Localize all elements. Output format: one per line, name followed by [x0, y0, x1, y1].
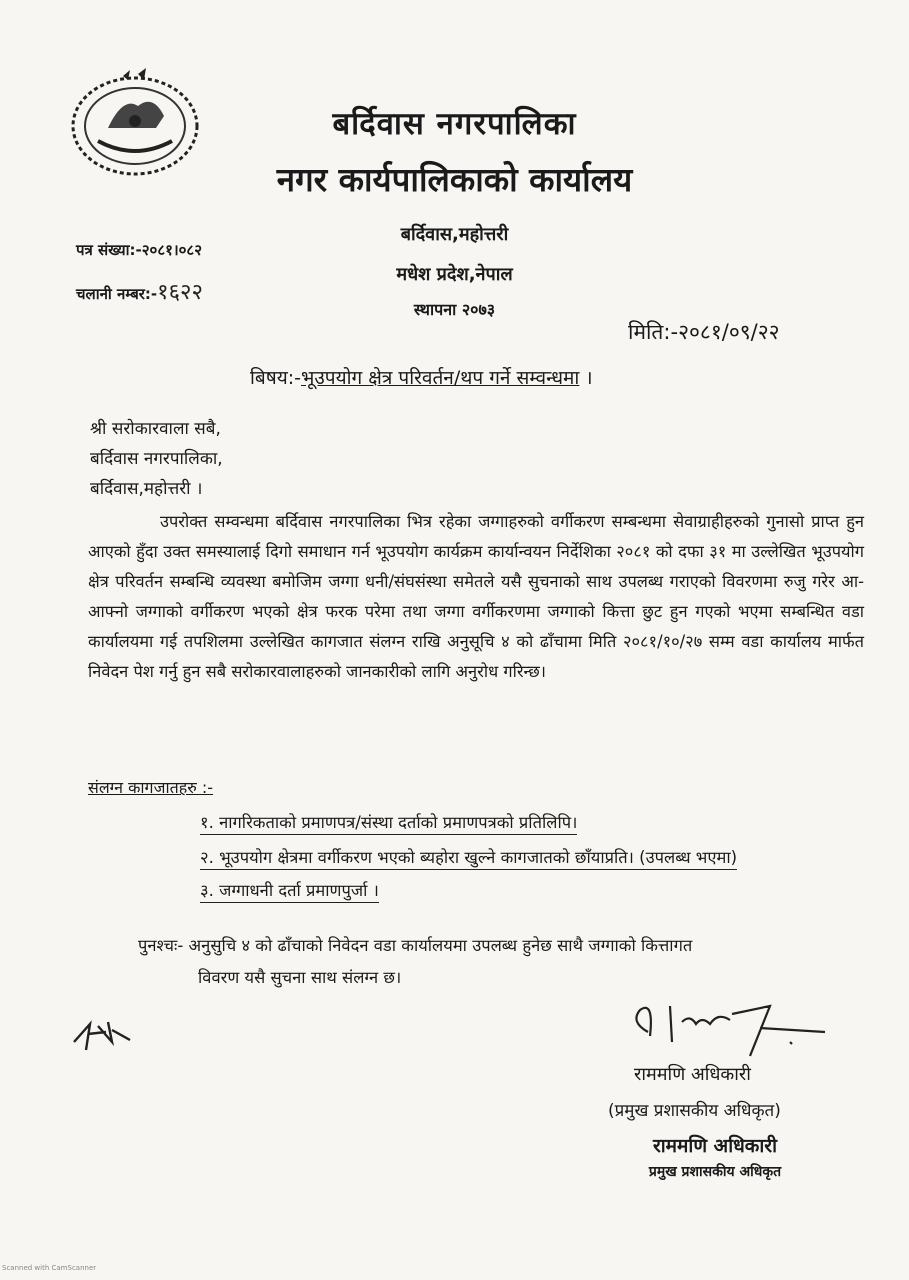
- attachment-item-3: ३. जग्गाधनी दर्ता प्रमाणपुर्जा ।: [200, 878, 379, 903]
- signatory-name: राममणि अधिकारी: [634, 1064, 751, 1085]
- chalani-number: [76, 276, 203, 306]
- attachment-item-2: २. भूउपयोग क्षेत्रमा वर्गीकरण भएको ब्यहोरा खुल्ने कागजातको छाँयाप्रति। (उपलब्ध भएमा): [200, 845, 737, 870]
- patra-value: २०८१।०८२: [141, 241, 203, 259]
- letter-date: [628, 318, 780, 346]
- addressee-line-2: बर्दिवास नगरपालिका,: [90, 449, 223, 469]
- patra-sankhya: [76, 240, 202, 260]
- addressee-line-1: श्री सरोकारवाला सबै,: [90, 419, 221, 439]
- subject-end: ।: [585, 367, 593, 389]
- body-paragraph: [88, 507, 864, 687]
- location-line-1: बर्दिवास,महोत्तरी: [400, 224, 509, 245]
- postscript: [138, 930, 838, 994]
- subject-label: बिषय:-: [250, 367, 302, 389]
- postscript-line-1: पुनश्चः- अनुसुचि ४ को ढाँचाको निवेदन वडा कार्यालयमा उपलब्ध हुनेछ साथै जग्गाको कित्तागत: [138, 936, 693, 955]
- municipality-name: बर्दिवास नगरपालिका: [332, 106, 577, 142]
- office-name: नगर कार्यपालिकाको कार्यालय: [276, 160, 633, 199]
- date-label: मिति:-: [628, 320, 679, 344]
- chalani-label: चलानी नम्बर:-: [76, 285, 158, 303]
- stamp-title: प्रमुख प्रशासकीय अधिकृत: [648, 1164, 782, 1180]
- body-text: उपरोक्त सम्वन्धमा बर्दिवास नगरपालिका भित्र रहेका जग्गाहरुको वर्गीकरण सम्बन्धमा सेवाग्राहीहरुको गुनासो प्राप्त हुन आएको हुँदा उक्त समस्यालाई दिगो समाधान गर्न भूउपयोग कार्यक्रम कार्यान्वयन निर्देशिका २०८१ को दफा ३१ मा उल्लेखित भूउपयोग क्षेत्र परिवर्तन सम्बन्धि व्यवस्था बमोजिम जग्गा धनी/संघसंस्था समेतले यसै सुचनाको साथ उपलब्ध गराएको विवरणमा रुजु गरेर आ-आफ्नो जग्गाको वर्गीकरण भएको क्षेत्र फरक परेमा तथा जग्गा वर्गीकरणमा जग्गाको कित्ता छुट हुन गएको भएमा सम्बन्धित वडा कार्यालयमा गई तपशिलमा उल्लेखित कागजात संलग्न राखि अनुसूचि ४ को ढाँचामा मिति २०८१/१०/२७ सम्म वडा कार्यालय मार्फत निवेदन पेश गर्नु हुन सबै सरोकारवालाहरुको जानकारीको लागि अनुरोध गरिन्छ।: [88, 512, 864, 681]
- established-year: स्थापना २०७३: [413, 300, 496, 319]
- subject-text: भूउपयोग क्षेत्र परिवर्तन/थप गर्ने सम्वन्धमा: [301, 367, 580, 389]
- attachments-title: संलग्न कागजातहरु :-: [88, 778, 214, 797]
- location-line-2: मधेश प्रदेश,नेपाल: [396, 264, 513, 285]
- initials-mark: [68, 1012, 148, 1062]
- addressee-line-3: बर्दिवास,महोत्तरी ।: [90, 479, 203, 499]
- subject-line: [250, 364, 593, 390]
- chalani-value: १६२२: [157, 280, 203, 305]
- date-value: २०८१/०९/२२: [678, 320, 780, 344]
- postscript-line-2: विवरण यसै सुचना साथ संलग्न छ।: [198, 968, 402, 987]
- signature-mark: [620, 992, 840, 1062]
- attachment-item-1: १. नागरिकताको प्रमाणपत्र/संस्था दर्ताको प्रमाणपत्रको प्रतिलिपि।: [200, 810, 577, 835]
- signatory-title: (प्रमुख प्रशासकीय अधिकृत): [608, 1101, 781, 1121]
- stamp-name: राममणि अधिकारी: [652, 1135, 778, 1157]
- patra-label: पत्र संख्या:-: [76, 241, 142, 259]
- scanner-footer: Scanned with CamScanner: [2, 1264, 97, 1272]
